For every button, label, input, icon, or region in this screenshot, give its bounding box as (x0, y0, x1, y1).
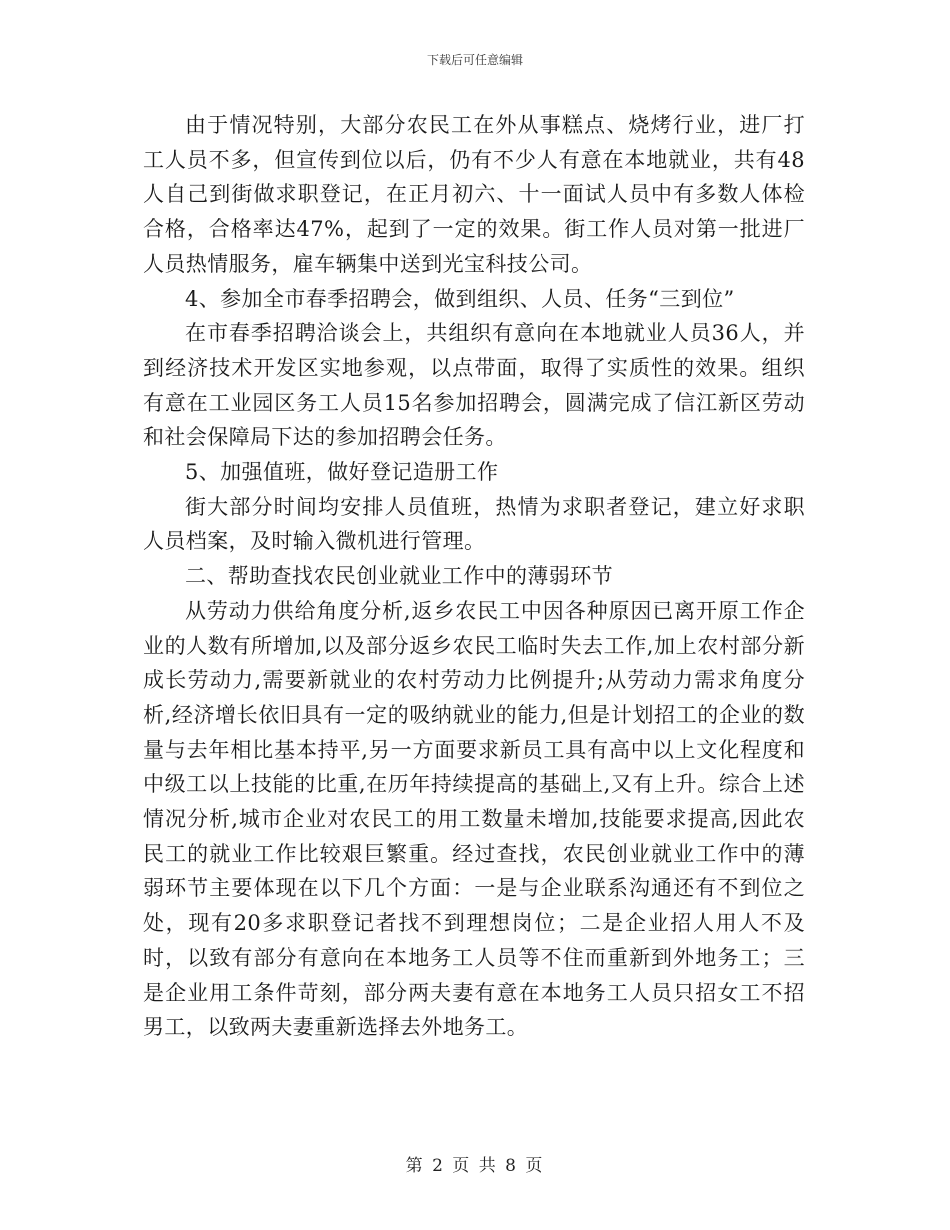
heading-duty-registration: 5、加强值班，做好登记造册工作 (185, 460, 499, 485)
paragraph-job-fair-details: 在市春季招聘洽谈会上，共组织有意向在本地就业人员36人，并到经济技术开发区实地参观，以点带面，取得了实质性的效果。组织有意在工业园区务工人员15名参加招聘会，圆满完成了信江新区劳动和社会保障局下达的参加招聘会任务。 (143, 321, 805, 450)
page-header: 下载后可任意编辑 (426, 53, 523, 67)
paragraph-recruitment-result: 由于情况特别，大部分农民工在外从事糕点、烧烤行业，进厂打工人员不多，但宣传到位以后，仍有不少人有意在本地就业，共有48人自己到街做求职登记，在正月初六、十一面试人员中有多数人体检合格，合格率达47%，起到了一定的效果。街工作人员对第一批进厂人员热情服务，雇车辆集中送到光宝科技公司。 (143, 113, 805, 276)
paragraph-weak-links-analysis: 从劳动力供给角度分析,返乡农民工中因各种原因已离开原工作企业的人数有所增加,以及部分返乡农民工临时失去工作,加上农村部分新成长劳动力,需要新就业的农村劳动力比例提升;从劳动力需求角度分析,经济增长依旧具有一定的吸纳就业的能力,但是计划招工的企业的数量与去年相比基本持平,另一方面要求新员工具有高中以上文化程度和中级工以上技能的比重,在历年持续提高的基础上,又有上升。综合上述情况分析,城市企业对农民工的用工数量未增加,技能要求提高,因此农民工的就业工作比较艰巨繁重。经过查找，农民创业就业工作中的薄弱环节主要体现在以下几个方面：一是与企业联系沟通还有不到位之处，现有20多求职登记者找不到理想岗位；二是企业招人用人不及时，以致有部分有意向在本地务工人员等不住而重新到外地务工；三是企业用工条件苛刻，部分两夫妻有意在本地务工人员只招女工不招男工，以致两夫妻重新选择去外地务工。 (143, 598, 805, 1040)
document-body (143, 108, 805, 1045)
paragraph-duty-registration: 街大部分时间均安排人员值班，热情为求职者登记，建立好求职人员档案，及时输入微机进行管理。 (143, 494, 805, 554)
page-number: 第 2 页 共 8 页 (405, 1156, 545, 1176)
heading-spring-job-fair: 4、参加全市春季招聘会，做到组织、人员、任务“三到位” (185, 286, 735, 311)
heading-weak-links: 二、帮助查找农民创业就业工作中的薄弱环节 (185, 564, 613, 589)
